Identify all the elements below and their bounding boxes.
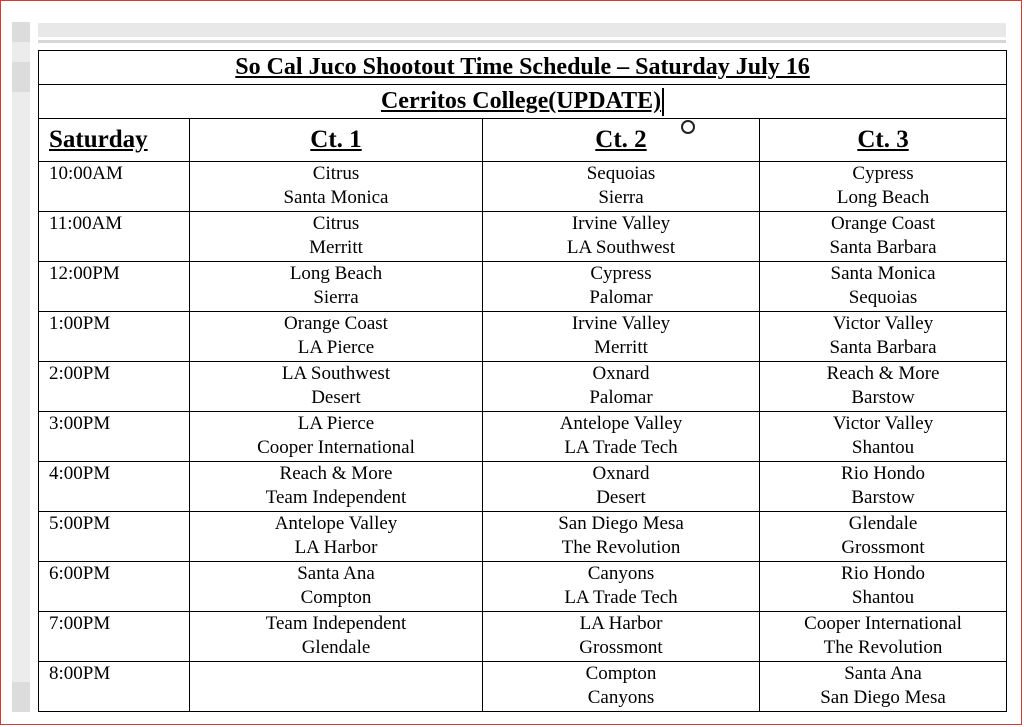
team-away: Merritt [309,237,363,258]
team-home: Cypress [852,163,914,184]
team-home: Orange Coast [831,213,935,234]
time-cell[interactable]: 6:00PM [39,562,190,612]
top-ruler [38,23,1006,37]
team-home: Rio Hondo [841,563,925,584]
team-home: Irvine Valley [571,313,671,334]
team-home: LA Harbor [579,613,663,634]
court-1-cell[interactable] [190,512,483,562]
header-day[interactable]: Saturday [39,119,190,162]
team-home: Oxnard [592,363,650,384]
document-subtitle[interactable] [39,85,1007,119]
team-away: Santa Barbara [829,237,937,258]
court-1-cell[interactable] [190,162,483,212]
header-court-1[interactable]: Ct. 1 [190,119,483,162]
schedule-row [39,562,1007,612]
team-home: Reach & More [826,363,940,384]
court-3-cell[interactable] [760,262,1007,312]
team-home: San Diego Mesa [558,513,684,534]
court-2-cell[interactable] [483,612,760,662]
time-cell[interactable]: 7:00PM [39,612,190,662]
team-away: Desert [311,387,361,408]
team-away: Canyons [587,687,655,708]
court-2-cell[interactable] [483,362,760,412]
team-home: Team Independent [265,613,407,634]
team-home: Canyons [587,563,655,584]
court-2-cell[interactable] [483,462,760,512]
court-2-cell[interactable] [483,662,760,712]
time-cell[interactable]: 4:00PM [39,462,190,512]
document-title[interactable]: So Cal Juco Shootout Time Schedule – Saturday July 16 [39,51,1007,85]
team-away: LA Southwest [566,237,676,258]
header-court-2[interactable]: Ct. 2 [483,119,760,162]
time-cell[interactable]: 12:00PM [39,262,190,312]
court-1-cell[interactable] [190,662,483,712]
team-home: Orange Coast [284,313,388,334]
schedule-row [39,462,1007,512]
court-2-cell[interactable] [483,562,760,612]
team-away: LA Trade Tech [564,437,678,458]
team-home: LA Southwest [281,363,391,384]
subtitle-text: Cerritos College(UPDATE) [380,88,662,114]
court-3-cell[interactable] [760,462,1007,512]
team-home: Cooper International [804,613,962,634]
court-2-cell[interactable] [483,412,760,462]
time-cell[interactable]: 8:00PM [39,662,190,712]
team-away: The Revolution [561,537,681,558]
team-away: Compton [300,587,372,608]
team-away: LA Harbor [294,537,378,558]
schedule-table [38,50,1007,712]
team-away: Sequoias [848,287,918,308]
team-home: LA Pierce [297,413,375,434]
court-3-cell[interactable] [760,412,1007,462]
court-2-cell[interactable] [483,262,760,312]
team-away: The Revolution [823,637,943,658]
team-away: Palomar [589,287,653,308]
team-home: Citrus [312,213,360,234]
team-away: Santa Monica [283,187,389,208]
team-away: Glendale [301,637,371,658]
ruler-divider [38,40,1006,43]
team-away: Cooper International [257,437,415,458]
team-home: Oxnard [592,463,650,484]
court-3-cell[interactable] [760,312,1007,362]
text-cursor [662,88,664,116]
team-home: Antelope Valley [274,513,398,534]
court-3-cell[interactable] [760,512,1007,562]
time-cell[interactable]: 1:00PM [39,312,190,362]
team-away: Sierra [313,287,359,308]
schedule-row [39,262,1007,312]
team-away: Grossmont [579,637,663,658]
court-1-cell[interactable] [190,312,483,362]
team-home: Victor Valley [832,313,934,334]
schedule-row [39,312,1007,362]
court-3-cell[interactable] [760,612,1007,662]
team-home: Glendale [848,513,918,534]
team-away: Barstow [851,487,915,508]
court-1-cell[interactable] [190,362,483,412]
team-away: LA Trade Tech [564,587,678,608]
team-home: Long Beach [289,263,383,284]
court-2-cell[interactable] [483,212,760,262]
schedule-row [39,412,1007,462]
team-away: Santa Barbara [829,337,937,358]
court-1-cell[interactable] [190,412,483,462]
time-cell[interactable]: 10:00AM [39,162,190,212]
left-margin-ruler [12,22,30,712]
court-3-cell[interactable] [760,362,1007,412]
court-3-cell[interactable] [760,212,1007,262]
team-home: Citrus [312,163,360,184]
team-away: Merritt [594,337,648,358]
team-home: Victor Valley [832,413,934,434]
time-cell[interactable]: 3:00PM [39,412,190,462]
schedule-row [39,662,1007,712]
team-home: Cypress [590,263,652,284]
table-resize-handle-icon[interactable] [681,120,695,134]
team-home: Santa Ana [844,663,922,684]
header-court-3[interactable]: Ct. 3 [760,119,1007,162]
team-away: Long Beach [836,187,930,208]
team-home: Santa Monica [830,263,936,284]
team-away: Barstow [851,387,915,408]
team-away: Palomar [589,387,653,408]
court-1-cell[interactable] [190,212,483,262]
team-home: Reach & More [279,463,393,484]
court-1-cell[interactable] [190,262,483,312]
court-3-cell[interactable] [760,162,1007,212]
court-3-cell[interactable] [760,562,1007,612]
team-home: Irvine Valley [571,213,671,234]
court-1-cell[interactable] [190,562,483,612]
time-cell[interactable]: 11:00AM [39,212,190,262]
team-away: Team Independent [265,487,407,508]
court-2-cell[interactable] [483,512,760,562]
team-away: LA Pierce [297,337,375,358]
court-3-cell[interactable] [760,662,1007,712]
header-row [39,119,1007,162]
team-home: Compton [585,663,657,684]
court-2-cell[interactable] [483,312,760,362]
schedule-row [39,362,1007,412]
team-away: Grossmont [841,537,925,558]
schedule-row [39,612,1007,662]
schedule-row [39,512,1007,562]
team-away: San Diego Mesa [820,687,946,708]
team-home: Antelope Valley [559,413,683,434]
team-away: Shantou [851,587,915,608]
schedule-body [39,162,1007,712]
team-home: Rio Hondo [841,463,925,484]
schedule-row [39,212,1007,262]
court-1-cell[interactable] [190,462,483,512]
court-1-cell[interactable] [190,612,483,662]
team-home: Sequoias [586,163,656,184]
team-away: Shantou [851,437,915,458]
team-away: Desert [596,487,646,508]
schedule-row [39,162,1007,212]
time-cell[interactable]: 2:00PM [39,362,190,412]
court-2-cell[interactable] [483,162,760,212]
time-cell[interactable]: 5:00PM [39,512,190,562]
team-away: Sierra [598,187,644,208]
team-home: Santa Ana [297,563,375,584]
